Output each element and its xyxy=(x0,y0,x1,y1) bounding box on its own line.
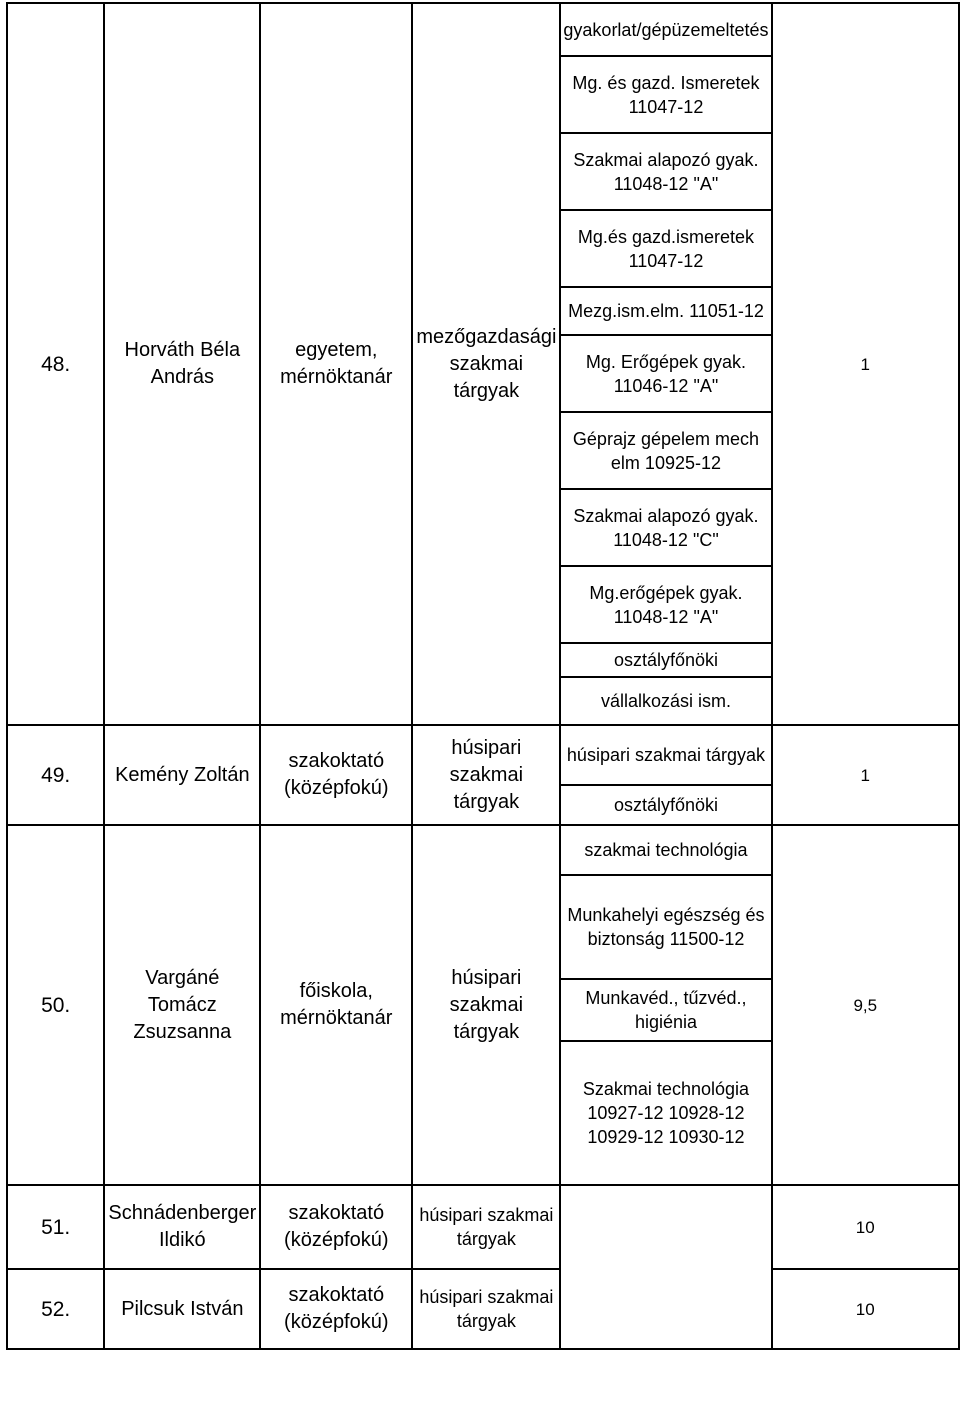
row-number: 51. xyxy=(7,1185,104,1269)
hours-cell: 1 xyxy=(772,3,959,725)
subject-cell: Munkavéd., tűzvéd., higiénia xyxy=(560,979,771,1041)
subject-cell: Mezg.ism.elm. 11051-12 xyxy=(560,287,771,335)
subject-area: húsipari szakmai tárgyak xyxy=(412,1269,560,1349)
subject-cell: Szakmai alapozó gyak. 11048-12 "C" xyxy=(560,489,771,566)
subject-cell: szakmai technológia xyxy=(560,825,771,875)
qualification: szakoktató (középfokú) xyxy=(260,1185,412,1269)
subject-cell-empty xyxy=(560,1185,771,1349)
qualification: szakoktató (középfokú) xyxy=(260,725,412,825)
row-number: 48. xyxy=(7,3,104,725)
qualification: szakoktató (középfokú) xyxy=(260,1269,412,1349)
subject-cell: Géprajz gépelem mech elm 10925-12 xyxy=(560,412,771,489)
subject-cell: Mg.erőgépek gyak. 11048-12 "A" xyxy=(560,566,771,643)
subject-cell: osztályfőnöki xyxy=(560,785,771,825)
teacher-name: Kemény Zoltán xyxy=(104,725,260,825)
teacher-name: Pilcsuk István xyxy=(104,1269,260,1349)
subject-area: húsipari szakmai tárgyak xyxy=(412,825,560,1185)
hours-cell: 9,5 xyxy=(772,825,959,1185)
qualification: főiskola, mérnöktanár xyxy=(260,825,412,1185)
subject-cell: Mg. és gazd. Ismeretek 11047-12 xyxy=(560,56,771,133)
row-number: 52. xyxy=(7,1269,104,1349)
row-number: 49. xyxy=(7,725,104,825)
subject-area: húsipari szakmai tárgyak xyxy=(412,725,560,825)
subject-area: húsipari szakmai tárgyak xyxy=(412,1185,560,1269)
subject-cell: húsipari szakmai tárgyak xyxy=(560,725,771,785)
subject-cell: Szakmai alapozó gyak. 11048-12 "A" xyxy=(560,133,771,210)
subject-cell: Mg.és gazd.ismeretek 11047-12 xyxy=(560,210,771,287)
hours-cell: 10 xyxy=(772,1269,959,1349)
row-number: 50. xyxy=(7,825,104,1185)
staff-table xyxy=(6,2,960,1350)
subject-cell: Mg. Erőgépek gyak. 11046-12 "A" xyxy=(560,335,771,412)
subject-cell: osztályfőnöki xyxy=(560,643,771,677)
hours-cell: 1 xyxy=(772,725,959,825)
subject-area: mezőgazdasági szakmai tárgyak xyxy=(412,3,560,725)
subject-cell: Szakmai technológia 10927-12 10928-12 10929-12 10930-12 xyxy=(560,1041,771,1185)
subject-cell: Munkahelyi egészség és biztonság 11500-12 xyxy=(560,875,771,979)
teacher-name: Vargáné Tomácz Zsuzsanna xyxy=(104,825,260,1185)
qualification: egyetem, mérnöktanár xyxy=(260,3,412,725)
subject-cell: vállalkozási ism. xyxy=(560,685,771,717)
hours-cell: 10 xyxy=(772,1185,959,1269)
teacher-name: Horváth Béla András xyxy=(104,3,260,725)
subject-cell: gyakorlat/gépüzemeltetés xyxy=(560,3,771,56)
teacher-name: Schnádenberger Ildikó xyxy=(104,1185,260,1269)
